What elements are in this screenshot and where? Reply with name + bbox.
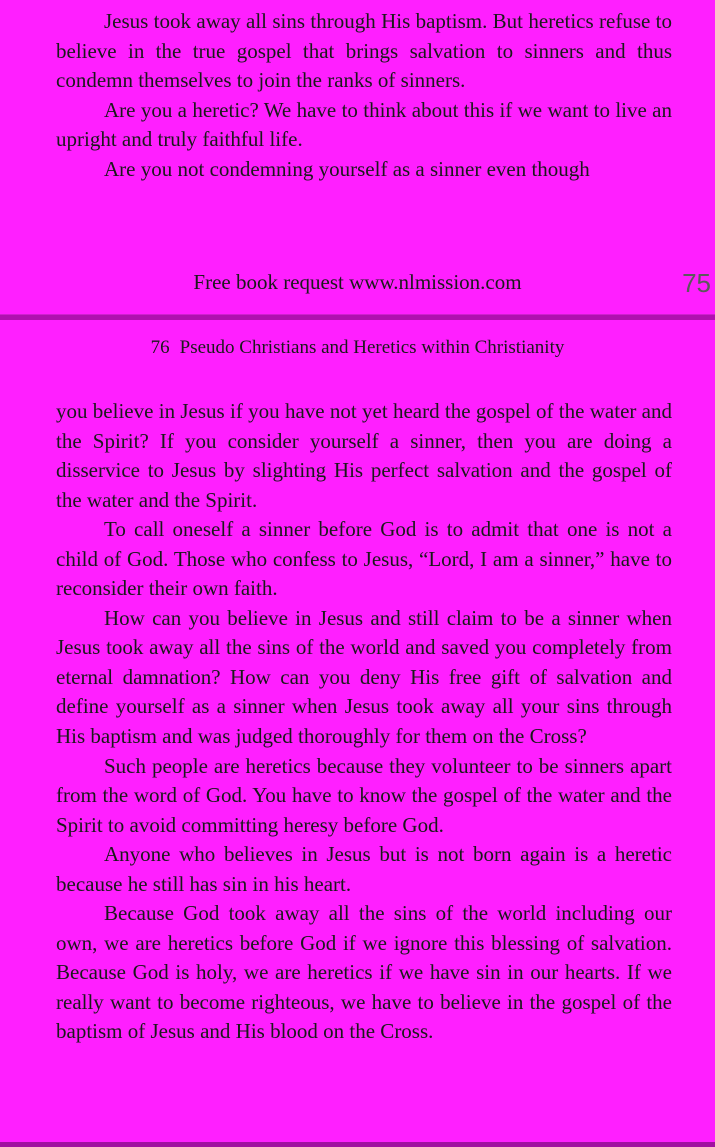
- paragraph: Are you a heretic? We have to think about this if we want to live an upright and truly faithful life.: [56, 97, 672, 152]
- paragraph: To call oneself a sinner before God is to admit that one is not a child of God. Those who confess to Jesus, “Lord, I am a sinner,” have to reconsider their own faith.: [56, 517, 672, 601]
- bottom-page-edge: [0, 1142, 715, 1147]
- page-75-body-text: [56, 7, 672, 185]
- page-number: 75: [682, 268, 711, 298]
- header-page-number: 76: [150, 337, 170, 358]
- paragraph: How can you believe in Jesus and still claim to be a sinner when Jesus took away all the sins of the world and saved you completely from eternal damnation? How can you deny His free gift of salvation and define yourself as a sinner when Jesus took away all your sins through His baptism and was judged thoroughly for them on the Cross?: [56, 605, 672, 749]
- header-title: Pseudo Christians and Heretics within Christianity: [179, 337, 565, 358]
- paragraph: Are you not condemning yourself as a sinner even though: [104, 156, 590, 181]
- paragraph: Such people are heretics because they volunteer to be sinners apart from the word of God. You have to know the gospel of the water and the Spirit to avoid committing heresy before God.: [56, 753, 672, 837]
- page-76-body-text: [56, 397, 672, 1047]
- paragraph: you believe in Jesus if you have not yet heard the gospel of the water and the Spirit? If you consider yourself a sinner, then you are doing a disservice to Jesus by slighting His perfect salvation and the gospel of the water and the Spirit.: [56, 399, 672, 512]
- running-header: [0, 337, 715, 359]
- paragraph: Anyone who believes in Jesus but is not born again is a heretic because he still has sin in his heart.: [56, 842, 672, 896]
- paragraph: Because God took away all the sins of the world including our own, we are heretics before God if we ignore this blessing of salvation. Because God is holy, we are heretics if we have sin in our hearts. If we really want to become righteous, we have to believe in the gospel of the baptism of Jesus and His blood on the Cross.: [56, 901, 672, 1044]
- page-75: [0, 0, 715, 316]
- page-76: [0, 320, 715, 1147]
- paragraph: Jesus took away all sins through His baptism. But heretics refuse to believe in the true gospel that brings salvation to sinners and thus condemn themselves to join the ranks of sinners.: [56, 9, 672, 93]
- page-footer-text: Free book request www.nlmission.com: [193, 270, 522, 294]
